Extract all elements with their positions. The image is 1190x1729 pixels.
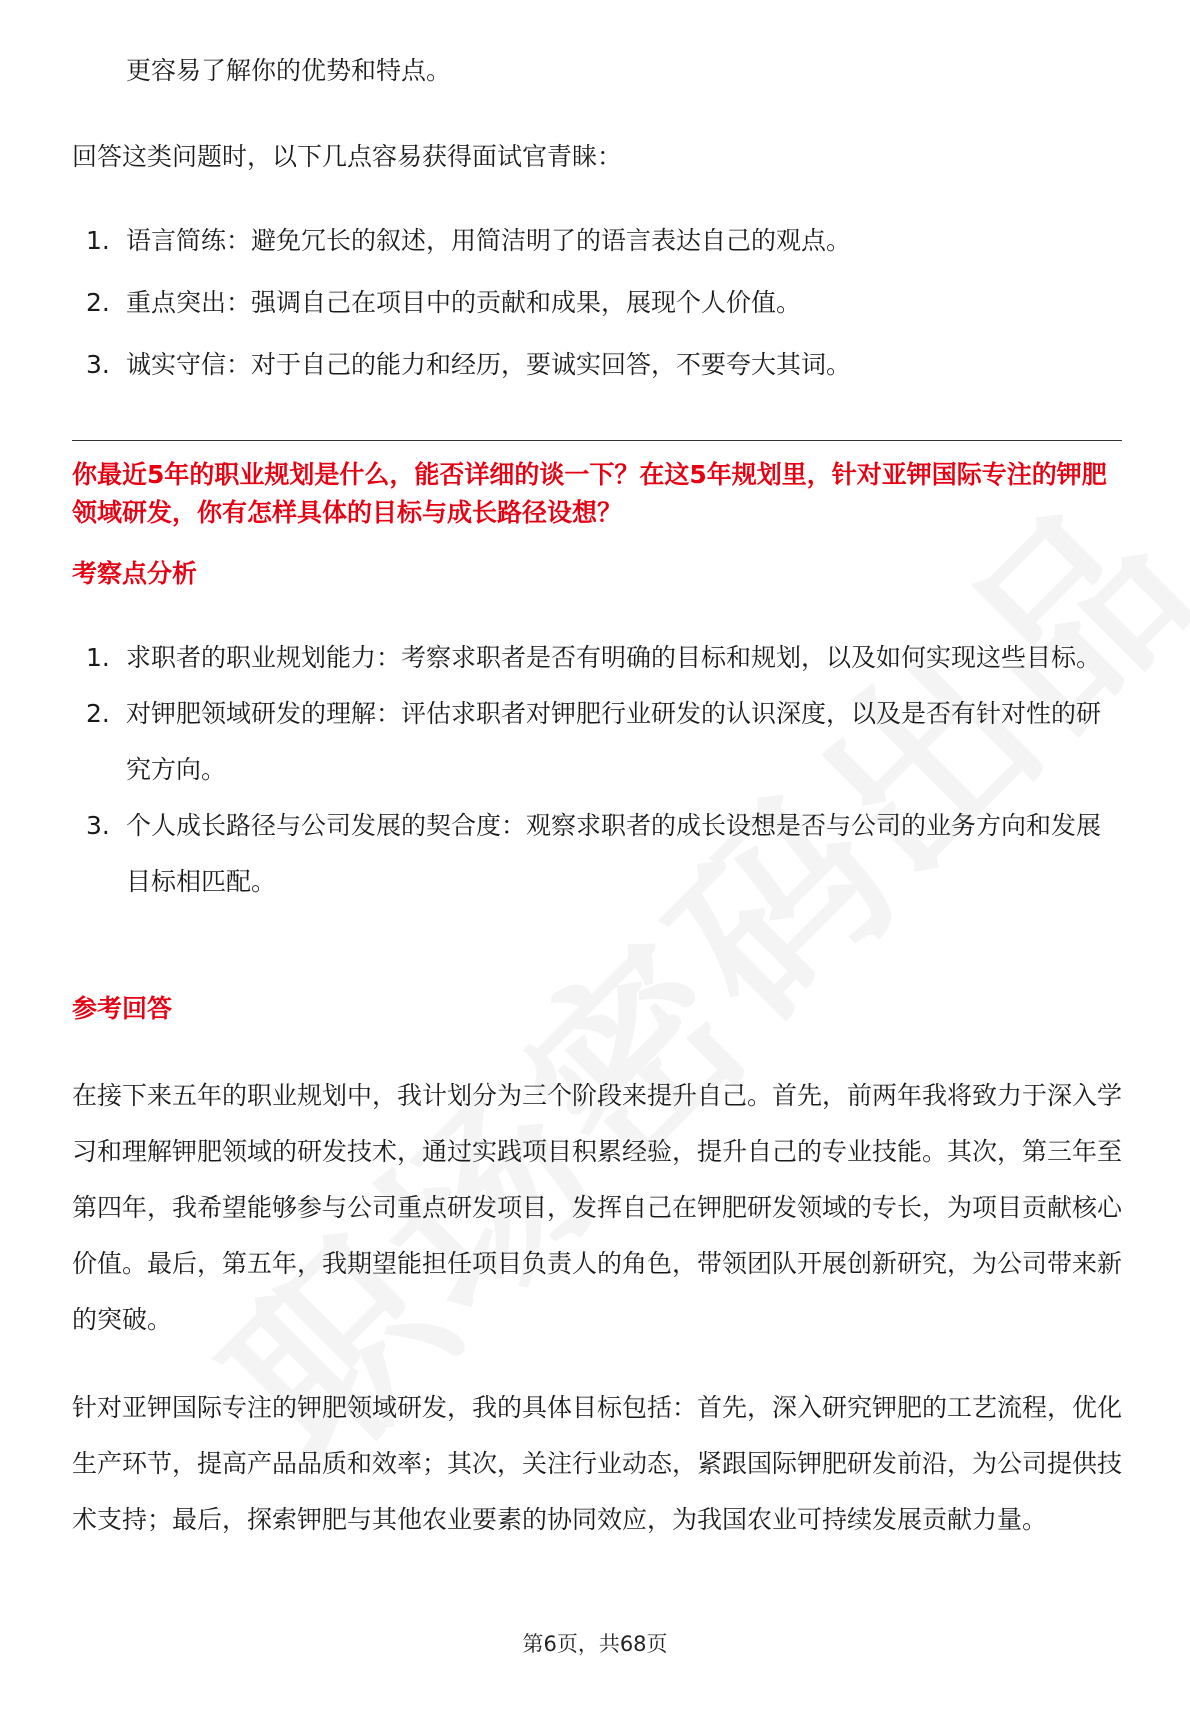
- list-item-text: 求职者的职业规划能力：考察求职者是否有明确的目标和规划，以及如何实现这些目标。: [126, 643, 1102, 672]
- list-number: 3.: [86, 811, 110, 840]
- watermark-text: [157, 427, 1190, 1512]
- answer-heading: 参考回答: [72, 994, 173, 1023]
- list-number: 2.: [86, 288, 110, 317]
- question-heading: 你最近5年的职业规划是什么，能否详细的谈一下？在这5年规划里，针对亚钾国际专注的钾肥领域研发，你有怎样具体的目标与成长路径设想？: [72, 460, 1107, 527]
- analysis-list: [72, 630, 1122, 910]
- list-item-text: 诚实守信：对于自己的能力和经历，要诚实回答，不要夸大其词。: [126, 350, 852, 379]
- list-number: 1.: [86, 643, 110, 672]
- list-item: [72, 798, 1122, 910]
- continuation-text: 更容易了解你的优势和特点。: [126, 56, 452, 85]
- tips-list: [72, 218, 1122, 404]
- list-item: [72, 280, 1122, 326]
- list-item: [72, 630, 1122, 686]
- page-footer: 第6页，共68页: [522, 1632, 668, 1656]
- answer-paragraph: 在接下来五年的职业规划中，我计划分为三个阶段来提升自己。首先，前两年我将致力于深入学习和理解钾肥领域的研发技术，通过实践项目积累经验，提升自己的专业技能。其次，第三年至第四年，我希望能够参与公司重点研发项目，发挥自己在钾肥研发领域的专长，为项目贡献核心价值。最后，第五年，我期望能担任项目负责人的角色，带领团队开展创新研究，为公司带来新的突破。: [72, 1081, 1123, 1334]
- list-item-text: 语言简练：避免冗长的叙述，用简洁明了的语言表达自己的观点。: [126, 226, 852, 255]
- intro-paragraph: 回答这类问题时，以下几点容易获得面试官青睐：: [72, 142, 623, 171]
- list-item: [72, 686, 1122, 798]
- list-number: 3.: [86, 350, 110, 379]
- list-item-text: 个人成长路径与公司发展的契合度：观察求职者的成长设想是否与公司的业务方向和发展目标相匹配。: [126, 811, 1102, 896]
- list-item: [72, 218, 1122, 264]
- list-item: [72, 342, 1122, 388]
- section-divider: [72, 440, 1122, 441]
- list-number: 2.: [86, 699, 110, 728]
- list-number: 1.: [86, 226, 110, 255]
- answer-paragraph: 针对亚钾国际专注的钾肥领域研发，我的具体目标包括：首先，深入研究钾肥的工艺流程，优化生产环节，提高产品品质和效率；其次，关注行业动态，紧跟国际钾肥研发前沿，为公司提供技术支持；最后，探索钾肥与其他农业要素的协同效应，为我国农业可持续发展贡献力量。: [72, 1393, 1123, 1534]
- list-item-text: 对钾肥领域研发的理解：评估求职者对钾肥行业研发的认识深度，以及是否有针对性的研究方向。: [126, 699, 1102, 784]
- list-item-text: 重点突出：强调自己在项目中的贡献和成果，展现个人价值。: [126, 288, 802, 317]
- analysis-heading: 考察点分析: [72, 559, 198, 588]
